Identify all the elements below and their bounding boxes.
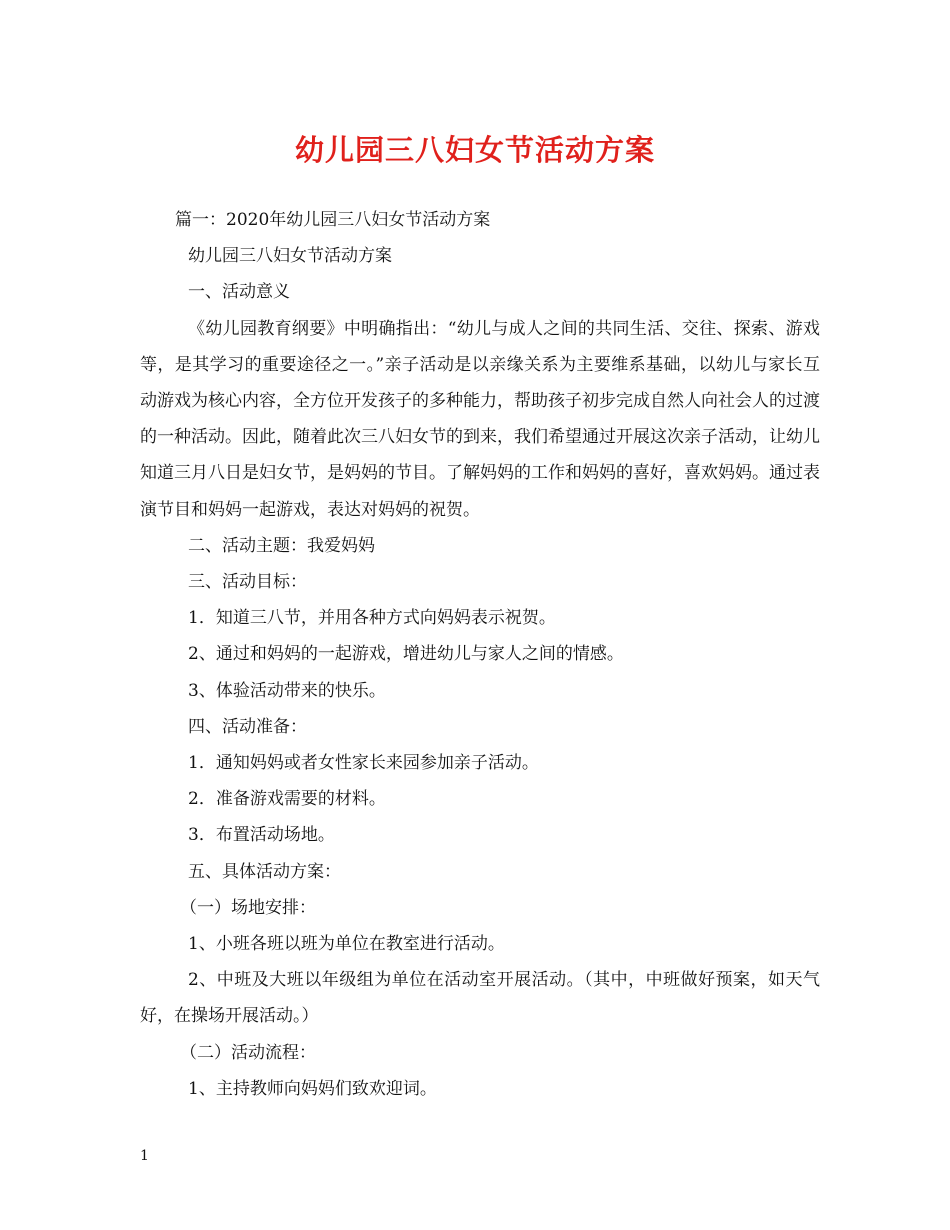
- document-title: 幼儿园三八妇女节活动方案: [294, 133, 655, 167]
- goal-item: 2、通过和妈妈的一起游戏，增进幼儿与家人之间的情感。: [188, 644, 624, 665]
- heading-theme: 二、活动主题：我爱妈妈: [188, 535, 375, 556]
- page-number: 1: [140, 1148, 149, 1164]
- subheading-process: （二）活动流程：: [180, 1042, 316, 1063]
- document-body: [140, 202, 820, 1107]
- process-item: 1、主持教师向妈妈们致欢迎词。: [188, 1078, 437, 1099]
- heading-significance: 一、活动意义: [188, 282, 290, 303]
- subtitle: 幼儿园三八妇女节活动方案: [188, 246, 392, 267]
- goal-item: 3、体验活动带来的快乐。: [188, 680, 386, 701]
- subheading-venue: （一）场地安排：: [180, 897, 316, 918]
- preparation-item: 1．通知妈妈或者女性家长来园参加亲子活动。: [188, 753, 539, 774]
- heading-goals: 三、活动目标：: [188, 572, 307, 593]
- heading-preparation: 四、活动准备：: [188, 716, 307, 737]
- section-heading: 篇一：2020年幼儿园三八妇女节活动方案: [175, 210, 491, 230]
- venue-item: 1、小班各班以班为单位在教室进行活动。: [188, 934, 505, 955]
- preparation-item: 3．布置活动场地。: [188, 825, 335, 846]
- venue-item: 2、中班及大班以年级组为单位在活动室开展活动。（其中，中班做好预案，如天气好，在操场开展活动。）: [140, 970, 820, 1027]
- heading-plan: 五、具体活动方案：: [188, 861, 341, 882]
- paragraph-significance: 《幼儿园教育纲要》中明确指出：“幼儿与成人之间的共同生活、交往、探索、游戏等，是其学习的重要途径之一。”亲子活动是以亲缘关系为主要维系基础，以幼儿与家长互动游戏为核心内容，全方位开发孩子的多种能力，帮助孩子初步完成自然人向社会人的过渡的一种活动。因此，随着此次三八妇女节的到来，我们希望通过开展这次亲子活动，让幼儿知道三月八日是妇女节，是妈妈的节目。了解妈妈的工作和妈妈的喜好，喜欢妈妈。通过表演节目和妈妈一起游戏，表达对妈妈的祝贺。: [140, 318, 820, 520]
- goal-item: 1．知道三八节，并用各种方式向妈妈表示祝贺。: [188, 608, 556, 629]
- preparation-item: 2．准备游戏需要的材料。: [188, 789, 386, 810]
